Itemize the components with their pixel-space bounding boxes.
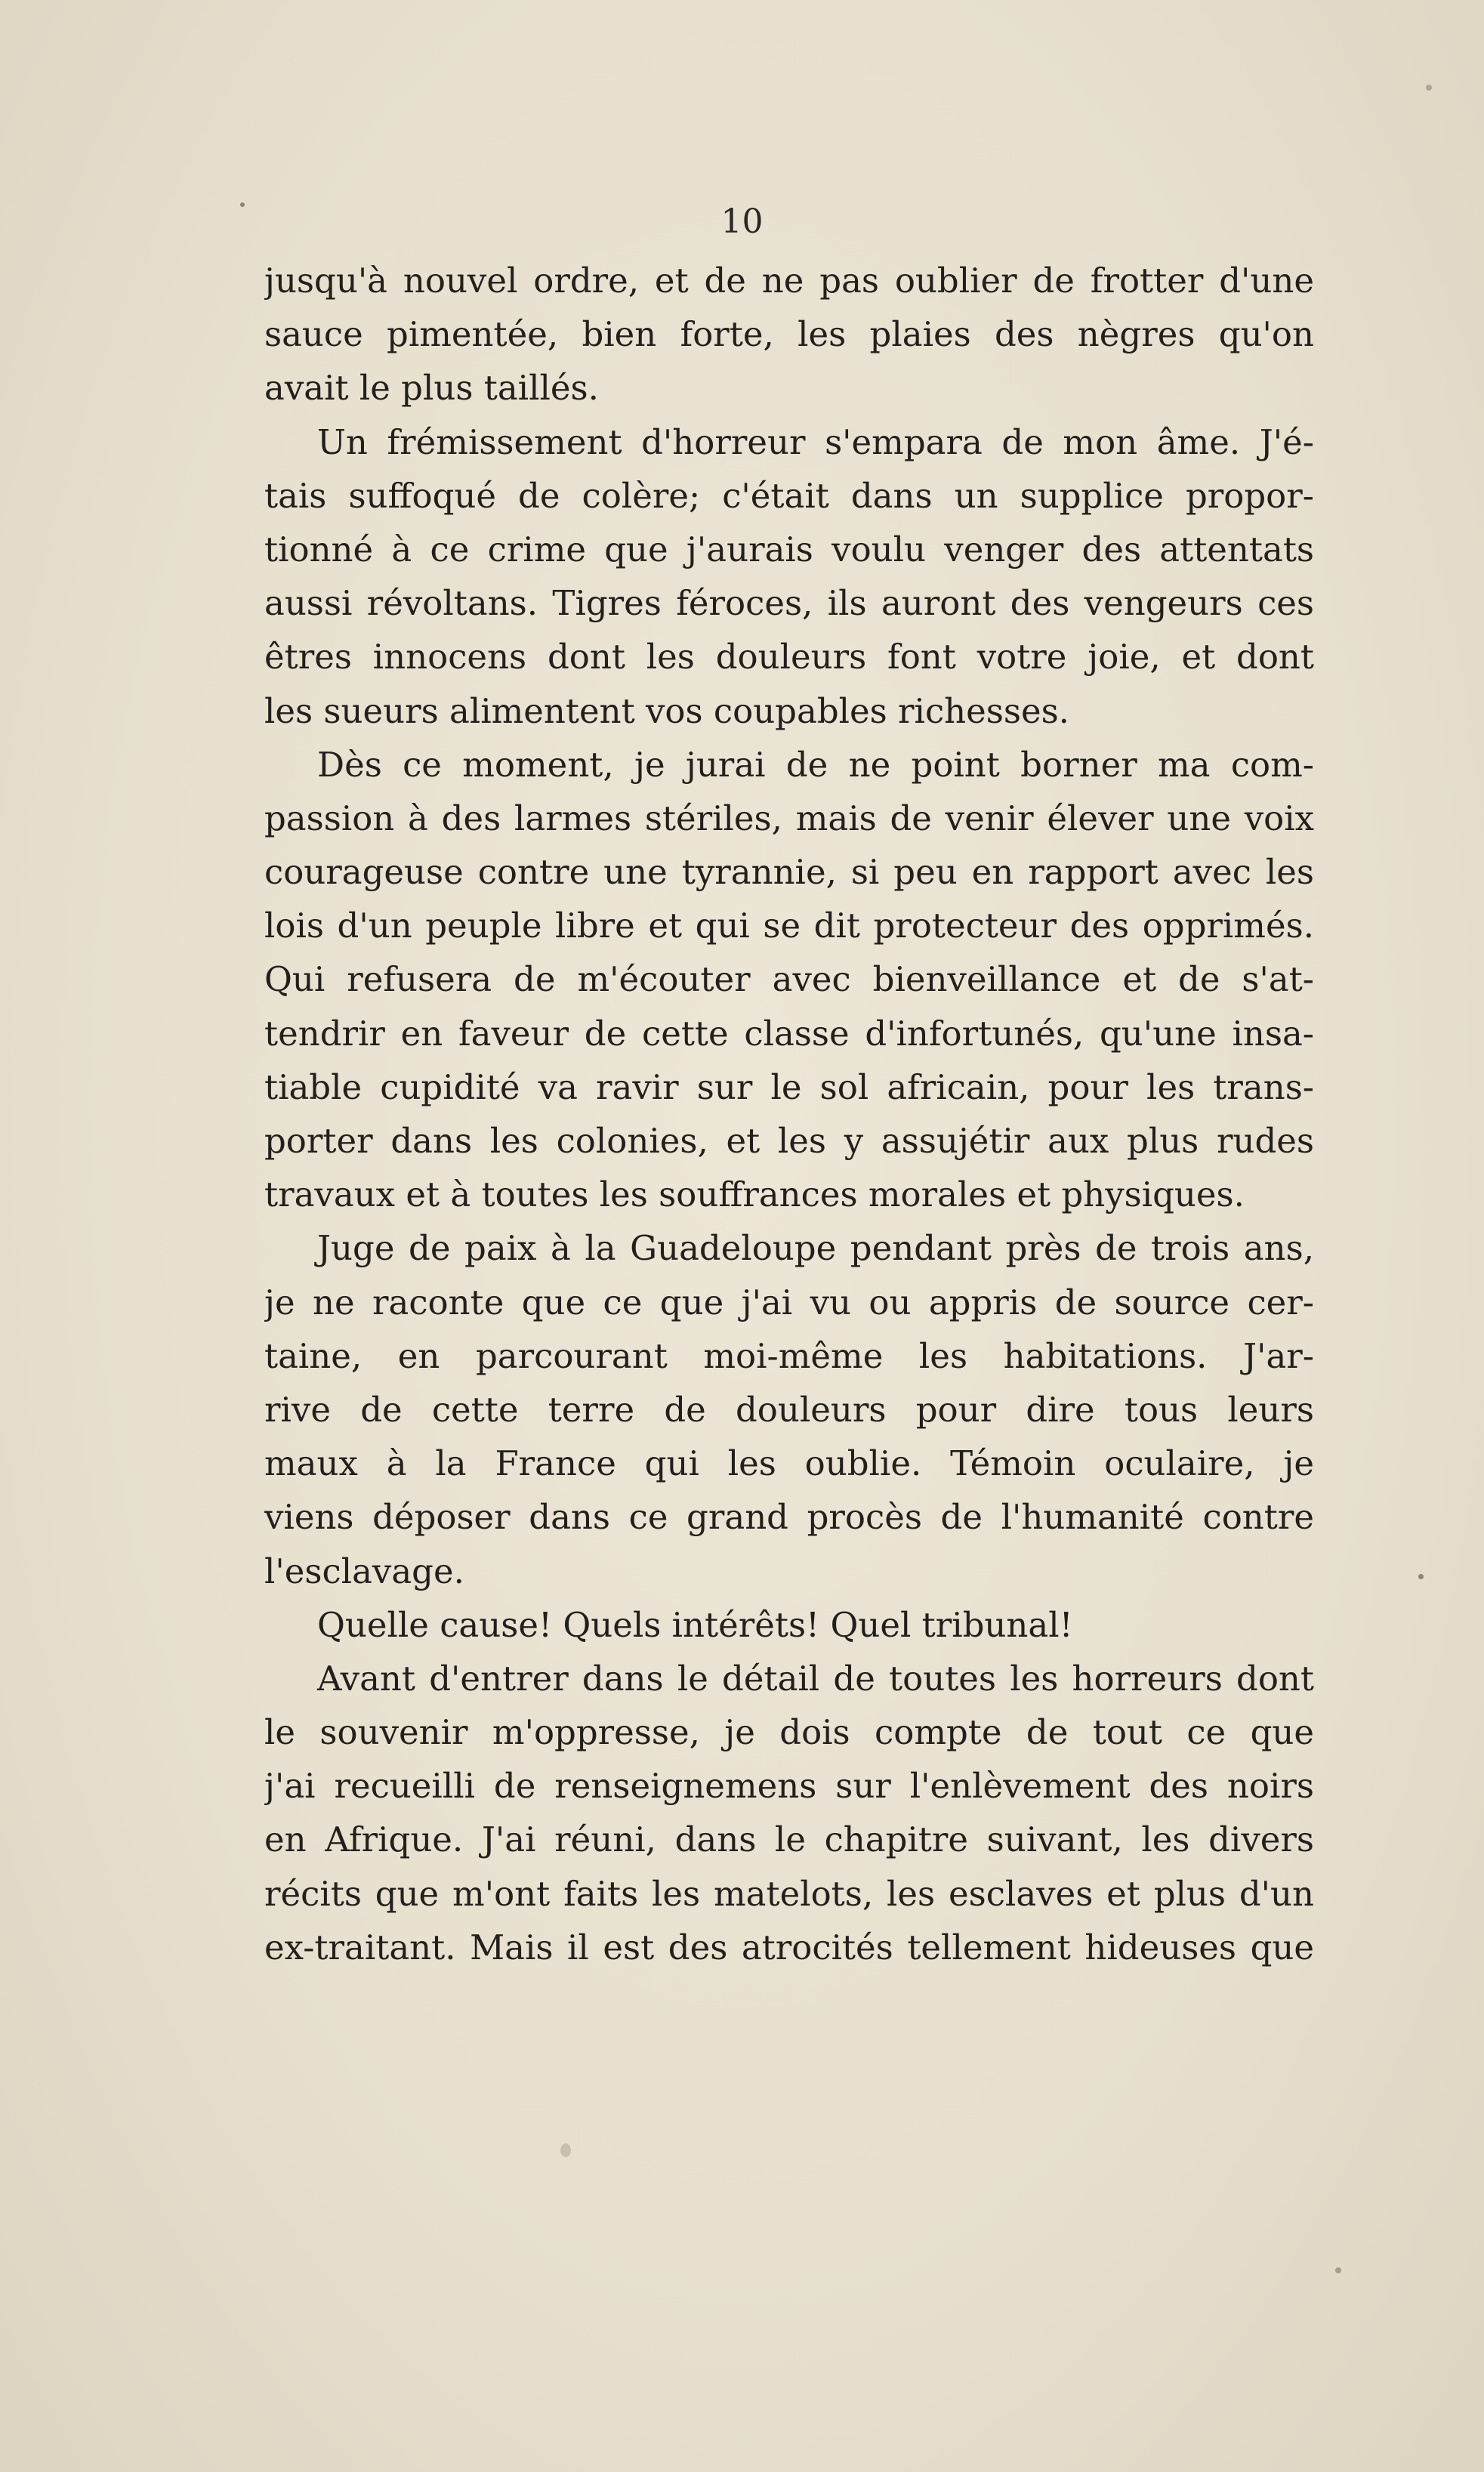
text-line: rive de cette terre de douleurs pour dire tous leurs (264, 1389, 1314, 1430)
paper-speck (240, 202, 245, 207)
text-line: viens déposer dans ce grand procès de l'humanité contre (264, 1497, 1314, 1538)
text-line: l'esclavage. (264, 1551, 464, 1591)
paper-speck (1418, 1574, 1424, 1579)
text-line: en Afrique. J'ai réuni, dans le chapitre suivant, les divers (264, 1819, 1314, 1860)
text-line: Avant d'entrer dans le détail de toutes les horreurs dont (317, 1658, 1314, 1699)
text-line: porter dans les colonies, et les y assujétir aux plus rudes (264, 1121, 1314, 1161)
text-line: les sueurs alimentent vos coupables richesses. (264, 690, 1069, 731)
text-line: ex-traitant. Mais il est des atrocités tellement hideuses que (264, 1927, 1314, 1967)
text-line: tais suffoqué de colère; c'était dans un supplice propor- (264, 475, 1314, 516)
text-line: le souvenir m'oppresse, je dois compte de tout ce que (264, 1712, 1314, 1753)
text-line: j'ai recueilli de renseignemens sur l'enlèvement des noirs (264, 1766, 1314, 1807)
paper-speck (560, 2143, 571, 2157)
text-line: passion à des larmes stériles, mais de venir élever une voix (264, 798, 1314, 838)
text-line: aussi révoltans. Tigres féroces, ils auront des vengeurs ces (264, 583, 1314, 624)
text-line: lois d'un peuple libre et qui se dit protecteur des opprimés. (264, 906, 1314, 946)
text-line: récits que m'ont faits les matelots, les esclaves et plus d'un (264, 1873, 1314, 1914)
text-line: tionné à ce crime que j'aurais voulu venger des attentats (264, 529, 1314, 569)
text-line: Qui refusera de m'écouter avec bienveillance et de s'at- (264, 959, 1314, 1000)
text-line: êtres innocens dont les douleurs font votre joie, et dont (264, 637, 1314, 677)
text-line: tendrir en faveur de cette classe d'infortunés, qu'une insa- (264, 1013, 1314, 1054)
paper-speck (1426, 85, 1432, 91)
text-line: je ne raconte que ce que j'ai vu ou appris de source cer- (264, 1282, 1314, 1322)
paper-speck (1335, 2267, 1341, 2273)
body-text (264, 254, 1314, 1974)
text-line: sauce pimentée, bien forte, les plaies des nègres qu'on (264, 314, 1314, 355)
text-line: Dès ce moment, je jurai de ne point borner ma com- (317, 744, 1314, 785)
text-line: tiable cupidité va ravir sur le sol africain, pour les trans- (264, 1066, 1314, 1107)
text-line: taine, en parcourant moi-même les habitations. J'ar- (264, 1335, 1314, 1376)
text-line: Juge de paix à la Guadeloupe pendant près de trois ans, (317, 1228, 1314, 1269)
text-line: avait le plus taillés. (264, 368, 599, 409)
text-line: travaux et à toutes les souffrances morales et physiques. (264, 1174, 1245, 1215)
text-line: maux à la France qui les oublie. Témoin oculaire, je (264, 1443, 1314, 1484)
page-number: 10 (720, 202, 764, 241)
text-line: jusqu'à nouvel ordre, et de ne pas oublier de frotter d'une (264, 261, 1314, 301)
text-line: Quelle cause! Quels intérêts! Quel tribunal! (317, 1604, 1073, 1645)
text-line: courageuse contre une tyrannie, si peu en rapport avec les (264, 852, 1314, 893)
text-line: Un frémissement d'horreur s'empara de mon âme. J'é- (317, 421, 1314, 462)
